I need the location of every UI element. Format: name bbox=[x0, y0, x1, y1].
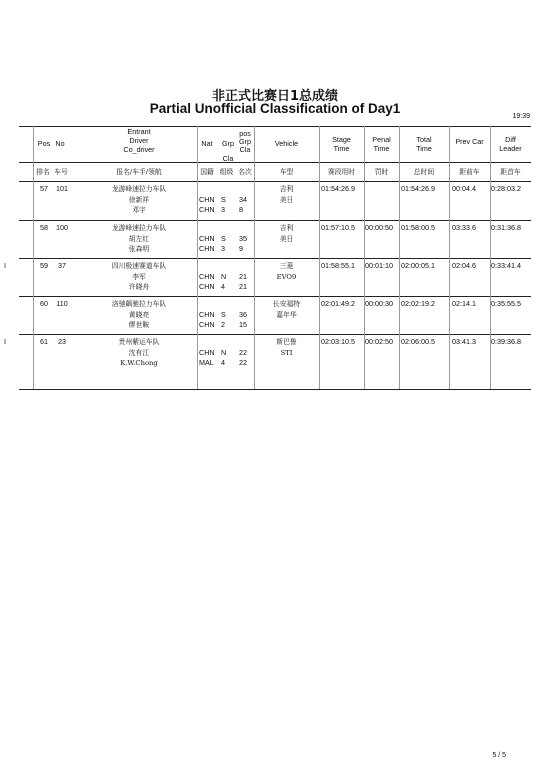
row-posgrp-c: 8 bbox=[239, 205, 243, 214]
row-nat-c: MAL bbox=[199, 358, 214, 367]
row-vehicle2: 美日 bbox=[279, 234, 294, 243]
row-grp: N bbox=[221, 347, 227, 357]
row-no: 100 bbox=[56, 223, 68, 232]
row-diff: 0:31:36.8 bbox=[491, 223, 521, 232]
row-mark: I bbox=[4, 261, 6, 270]
row-grp: S bbox=[221, 233, 226, 243]
header-cn-vehicle: 车型 bbox=[279, 168, 294, 176]
row-penal: 00:00:30 bbox=[365, 299, 393, 308]
row-nat-c: CHN bbox=[199, 244, 215, 253]
print-time: 19:39 bbox=[512, 113, 530, 120]
row-posgrp-d: 35 bbox=[239, 233, 247, 243]
row-posgrp-d: 21 bbox=[239, 271, 247, 281]
row-nat-d: CHN bbox=[199, 347, 215, 357]
row-no: 23 bbox=[58, 337, 66, 346]
row-posgrp-c: 22 bbox=[239, 358, 247, 367]
row-nat-c: CHN bbox=[199, 205, 215, 214]
row-codriver: 许晓舟 bbox=[128, 283, 150, 291]
row-posgrp-d: 22 bbox=[239, 347, 247, 357]
row-prev: 02:04.6 bbox=[452, 261, 476, 270]
row-stage: 02:03:10.5 bbox=[321, 337, 355, 346]
row-no: 110 bbox=[56, 299, 68, 308]
header-posgrp-3: Cla bbox=[239, 145, 251, 154]
row-driver: 胡左红 bbox=[128, 234, 150, 243]
row-mark: I bbox=[4, 337, 6, 346]
row-driver: 李军 bbox=[132, 272, 146, 281]
row-prev: 00:04.4 bbox=[452, 184, 476, 193]
row-nat-d: CHN bbox=[199, 233, 215, 243]
header-cn-stage: 赛段用时 bbox=[327, 168, 356, 176]
header-grp: Grp bbox=[222, 139, 234, 148]
classification-table bbox=[4, 126, 531, 389]
header-cn-entrant: 报名/车手/领航 bbox=[116, 168, 162, 176]
row-prev: 03:33.6 bbox=[452, 223, 476, 232]
page-number: 5 / 5 bbox=[492, 752, 506, 759]
page-title-chinese: 非正式比赛日1总成绩 bbox=[211, 89, 339, 104]
row-posgrp-c: 15 bbox=[239, 320, 247, 329]
row-nat-c: CHN bbox=[199, 282, 215, 291]
header-cn-prev: 距前车 bbox=[459, 168, 480, 176]
header-prev-car: Prev Car bbox=[455, 137, 484, 146]
row-vehicle2: EVO9 bbox=[276, 272, 297, 281]
row-cla: 2 bbox=[221, 320, 225, 329]
row-stage: 01:54:26.9 bbox=[321, 184, 355, 193]
header-cla: Cla bbox=[222, 154, 234, 163]
row-total: 01:58:00.5 bbox=[401, 223, 435, 232]
row-prev: 03:41.3 bbox=[452, 337, 476, 346]
row-vehicle2: 嘉年华 bbox=[276, 310, 297, 319]
header-total-time: Time bbox=[416, 144, 432, 153]
row-posgrp-d: 34 bbox=[239, 194, 247, 204]
header-driver: Driver bbox=[129, 136, 149, 145]
row-total: 02:06:00.5 bbox=[401, 337, 435, 346]
header-cn-total: 总时间 bbox=[413, 168, 435, 176]
header-no: No bbox=[55, 139, 65, 148]
row-grp: S bbox=[221, 194, 226, 204]
row-nat-d: CHN bbox=[199, 271, 215, 281]
row-entrant: 贵州紫运车队 bbox=[118, 338, 160, 346]
row-entrant: 龙游峰速拉力车队 bbox=[111, 185, 167, 193]
row-codriver: K.W.Chong bbox=[120, 359, 158, 367]
header-diff-leader: Leader bbox=[499, 144, 522, 153]
row-cla: 3 bbox=[221, 244, 225, 253]
row-vehicle2: STI bbox=[280, 348, 293, 357]
row-pos: 58 bbox=[40, 223, 48, 232]
row-posgrp-c: 9 bbox=[239, 244, 243, 253]
header-vehicle: Vehicle bbox=[274, 139, 299, 148]
header-penal: Penal bbox=[372, 135, 391, 144]
row-nat-d: CHN bbox=[199, 194, 215, 204]
row-stage: 01:58:55.1 bbox=[321, 261, 355, 270]
header-cn-posgrp: 名次 bbox=[238, 168, 252, 176]
header-cn-penal: 罚时 bbox=[374, 168, 389, 176]
row-pos: 60 bbox=[40, 299, 48, 308]
header-cn-no: 车号 bbox=[54, 168, 68, 176]
row-vehicle1: 三菱 bbox=[279, 262, 294, 270]
row-cla: 3 bbox=[221, 205, 225, 214]
row-total: 01:54:26.9 bbox=[401, 184, 435, 193]
header-total: Total bbox=[416, 135, 432, 144]
row-vehicle2: 美日 bbox=[279, 195, 294, 204]
header-nat: Nat bbox=[201, 139, 213, 148]
row-prev: 02:14.1 bbox=[452, 299, 476, 308]
header-pos: Pos bbox=[37, 139, 51, 148]
row-driver: 黄晓亮 bbox=[128, 310, 150, 319]
row-entrant: 龙游峰速拉力车队 bbox=[111, 224, 167, 232]
header-codriver: Co_driver bbox=[123, 145, 155, 154]
header-cn-grp: 组级 bbox=[219, 168, 234, 176]
row-codriver: 张森明 bbox=[128, 245, 150, 253]
header-diff: Diff bbox=[505, 135, 516, 144]
row-diff: 0:33:41.4 bbox=[491, 261, 521, 270]
row-total: 02:02:19.2 bbox=[401, 299, 435, 308]
row-nat-d: CHN bbox=[199, 309, 215, 319]
row-entrant: 四川极速赛道车队 bbox=[111, 262, 167, 270]
row-driver: 徐新祥 bbox=[128, 195, 150, 204]
header-posgrp-1: pos bbox=[239, 129, 251, 138]
row-diff: 0:39:36.8 bbox=[491, 337, 521, 346]
row-pos: 61 bbox=[40, 337, 48, 346]
row-pos: 57 bbox=[40, 184, 48, 193]
row-entrant: 洛驰飙驰拉力车队 bbox=[111, 300, 167, 308]
row-penal: 00:02:50 bbox=[365, 337, 393, 346]
header-cn-pos: 排名 bbox=[36, 168, 50, 176]
row-grp: N bbox=[221, 271, 227, 281]
row-stage: 02:01:49.2 bbox=[321, 299, 355, 308]
header-cn-diff: 距首车 bbox=[500, 168, 521, 176]
row-penal: 00:01:10 bbox=[365, 261, 393, 270]
header-stage: Stage bbox=[332, 135, 351, 144]
header-stage-time: Time bbox=[333, 144, 350, 153]
row-total: 02:00:05.1 bbox=[401, 261, 435, 270]
row-vehicle1: 吉利 bbox=[279, 224, 294, 232]
row-diff: 0:35:55.5 bbox=[491, 299, 521, 308]
header-entrant: Entrant bbox=[127, 127, 151, 136]
page-title-english: Partial Unofficial Classification of Day1 bbox=[149, 101, 401, 116]
row-driver: 沈有江 bbox=[128, 348, 150, 357]
row-vehicle1: 吉利 bbox=[279, 185, 294, 193]
row-vehicle1: 长安福特 bbox=[272, 300, 301, 308]
header-cn-nat: 国籍 bbox=[200, 168, 214, 176]
row-pos: 59 bbox=[40, 261, 48, 270]
row-cla: 4 bbox=[221, 282, 225, 291]
row-posgrp-c: 21 bbox=[239, 282, 247, 291]
header-penal-time: Time bbox=[373, 144, 390, 153]
header-posgrp-2: Grp bbox=[239, 137, 251, 146]
row-nat-c: CHN bbox=[199, 320, 215, 329]
row-codriver: 缪世鞍 bbox=[128, 321, 150, 329]
row-cla: 4 bbox=[221, 358, 225, 367]
row-diff: 0:28:03.2 bbox=[491, 184, 521, 193]
row-vehicle1: 斯巴鲁 bbox=[276, 338, 297, 346]
row-no: 101 bbox=[56, 184, 68, 193]
row-penal: 00:00:50 bbox=[365, 223, 393, 232]
row-posgrp-d: 36 bbox=[239, 309, 247, 319]
row-stage: 01:57:10.5 bbox=[321, 223, 355, 232]
row-codriver: 邓宇 bbox=[132, 206, 146, 214]
row-no: 37 bbox=[58, 261, 66, 270]
row-grp: S bbox=[221, 309, 226, 319]
